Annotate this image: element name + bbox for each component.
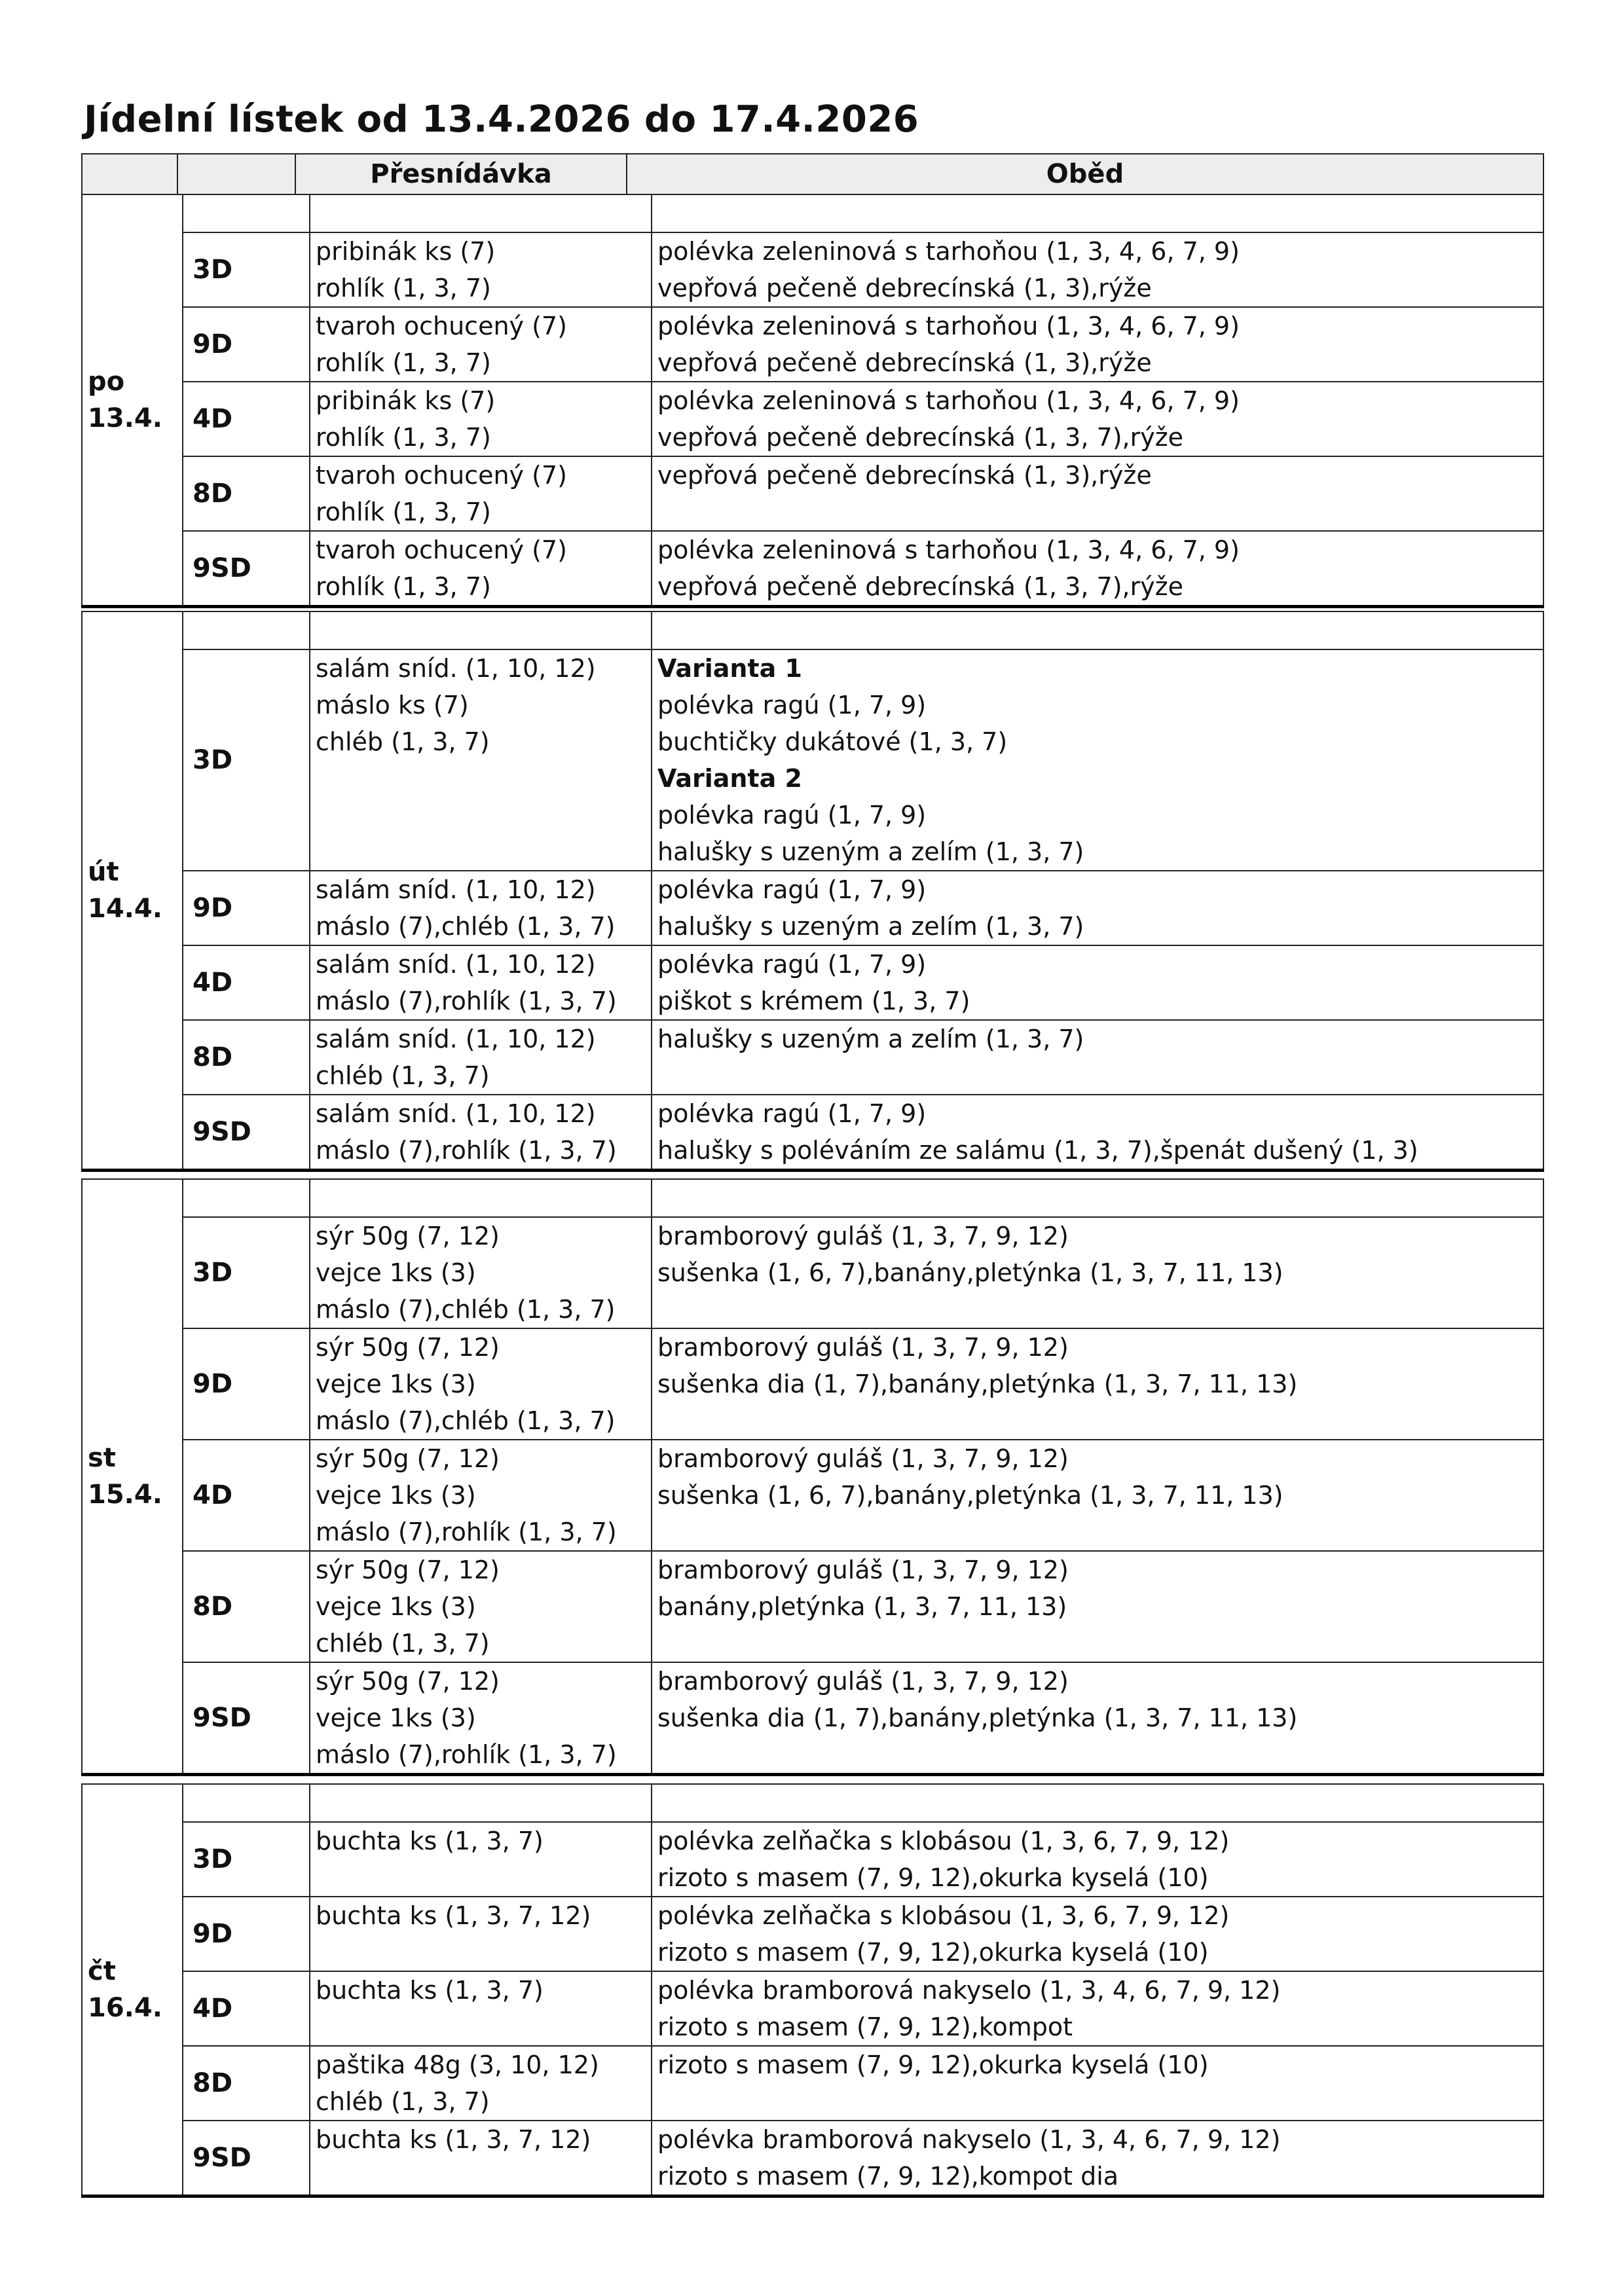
group-code: 3D: [183, 649, 310, 871]
spacer-row: [82, 1179, 1543, 1217]
day-name: čt: [88, 1956, 116, 1986]
spacer-row: [82, 1784, 1543, 1822]
snack-cell: [310, 945, 652, 1020]
snack-cell: [310, 1822, 652, 1897]
day-name: út: [88, 857, 119, 887]
group-code: 4D: [183, 1440, 310, 1551]
group-code: 9D: [183, 1897, 310, 1971]
lunch-cell: [652, 1328, 1543, 1440]
lunch-line: polévka zelňačka s klobásou (1, 3, 6, 7, 9, 12): [657, 1901, 1230, 1930]
snack-line: rohlík (1, 3, 7): [316, 348, 491, 377]
lunch-line: banány,pletýnka (1, 3, 7, 11, 13): [657, 1592, 1067, 1621]
day-label-cell: [82, 194, 183, 607]
lunch-line: bramborový guláš (1, 3, 7, 9, 12): [657, 1556, 1069, 1584]
group-code: 8D: [183, 1020, 310, 1095]
lunch-line: vepřová pečeně debrecínská (1, 3),rýže: [657, 348, 1152, 377]
lunch-cell: [652, 456, 1543, 531]
snack-cell: [310, 382, 652, 456]
day-block-ct: [81, 1783, 1544, 2198]
menu-row: [82, 2121, 1543, 2196]
menu-row: [82, 1440, 1543, 1551]
group-code: 8D: [183, 456, 310, 531]
lunch-line: halušky s uzeným a zelím (1, 3, 7): [657, 1025, 1084, 1053]
day-name: po: [88, 367, 125, 397]
snack-cell: [310, 1971, 652, 2046]
snack-line: rohlík (1, 3, 7): [316, 274, 491, 302]
lunch-line: polévka zelňačka s klobásou (1, 3, 6, 7, 9, 12): [657, 1827, 1230, 1855]
lunch-cell: [652, 1822, 1543, 1897]
lunch-cell: [652, 1217, 1543, 1328]
group-code: 9SD: [183, 1095, 310, 1171]
lunch-line: rizoto s masem (7, 9, 12),okurka kyselá (10): [657, 2050, 1209, 2079]
snack-line: máslo ks (7): [316, 691, 469, 720]
lunch-line: vepřová pečeně debrecínská (1, 3),rýže: [657, 461, 1152, 490]
lunch-cell: [652, 2121, 1543, 2196]
lunch-line: rizoto s masem (7, 9, 12),okurka kyselá (10): [657, 1863, 1209, 1892]
lunch-line: halušky s uzeným a zelím (1, 3, 7): [657, 837, 1084, 866]
day-block-ut: [81, 611, 1544, 1172]
snack-cell: [310, 232, 652, 307]
lunch-cell: [652, 871, 1543, 945]
snack-line: máslo (7),chléb (1, 3, 7): [316, 912, 616, 941]
spacer-row: [82, 611, 1543, 649]
menu-row: [82, 382, 1543, 456]
snack-line: buchta ks (1, 3, 7, 12): [316, 2125, 591, 2154]
lunch-line: polévka zeleninová s tarhoňou (1, 3, 4, 6, 7, 9): [657, 312, 1240, 340]
lunch-line: halušky s uzeným a zelím (1, 3, 7): [657, 912, 1084, 941]
snack-line: máslo (7),chléb (1, 3, 7): [316, 1406, 616, 1435]
lunch-line: sušenka dia (1, 7),banány,pletýnka (1, 3, 7, 11, 13): [657, 1370, 1298, 1398]
header-group-cell: [177, 154, 295, 194]
snack-line: sýr 50g (7, 12): [316, 1556, 500, 1584]
snack-line: salám sníd. (1, 10, 12): [316, 950, 596, 979]
lunch-line: halušky s poléváním ze salámu (1, 3, 7),špenát dušený (1, 3): [657, 1136, 1418, 1165]
menu-row: [82, 307, 1543, 382]
snack-line: sýr 50g (7, 12): [316, 1667, 500, 1696]
group-code: 9SD: [183, 2121, 310, 2196]
lunch-line: rizoto s masem (7, 9, 12),okurka kyselá (10): [657, 1938, 1209, 1967]
menu-row: [82, 531, 1543, 607]
lunch-line: polévka ragú (1, 7, 9): [657, 1099, 927, 1128]
snack-line: sýr 50g (7, 12): [316, 1444, 500, 1473]
snack-line: pribinák ks (7): [316, 386, 496, 415]
snack-line: vejce 1ks (3): [316, 1481, 476, 1510]
snack-cell: [310, 1328, 652, 1440]
snack-line: salám sníd. (1, 10, 12): [316, 1025, 596, 1053]
snack-line: tvaroh ochucený (7): [316, 312, 567, 340]
snack-cell: [310, 1662, 652, 1775]
group-code: 9SD: [183, 1662, 310, 1775]
lunch-line: bramborový guláš (1, 3, 7, 9, 12): [657, 1444, 1069, 1473]
group-code: 9D: [183, 1328, 310, 1440]
lunch-cell: [652, 649, 1543, 871]
lunch-line: polévka zeleninová s tarhoňou (1, 3, 4, 6, 7, 9): [657, 536, 1240, 564]
lunch-line: polévka ragú (1, 7, 9): [657, 950, 927, 979]
snack-line: tvaroh ochucený (7): [316, 536, 567, 564]
lunch-line: rizoto s masem (7, 9, 12),kompot: [657, 2013, 1073, 2041]
lunch-cell: [652, 1551, 1543, 1662]
group-code: 8D: [183, 1551, 310, 1662]
snack-line: pribinák ks (7): [316, 237, 496, 266]
menu-row: [82, 1662, 1543, 1775]
snack-line: chléb (1, 3, 7): [316, 1629, 490, 1658]
group-code: 8D: [183, 2046, 310, 2121]
lunch-line: polévka bramborová nakyselo (1, 3, 4, 6, 7, 9, 12): [657, 1976, 1281, 2005]
menu-row: [82, 649, 1543, 871]
lunch-cell: [652, 232, 1543, 307]
spacer-row: [82, 194, 1543, 232]
menu-header: [81, 153, 1544, 195]
group-code: 4D: [183, 945, 310, 1020]
snack-cell: [310, 307, 652, 382]
snack-line: chléb (1, 3, 7): [316, 727, 490, 756]
snack-cell: [310, 1217, 652, 1328]
snack-line: máslo (7),rohlík (1, 3, 7): [316, 987, 617, 1015]
snack-cell: [310, 1020, 652, 1095]
page-title: Jídelní lístek od 13.4.2026 do 17.4.2026: [84, 98, 919, 141]
menu-row: [82, 2046, 1543, 2121]
group-code: 3D: [183, 1217, 310, 1328]
snack-line: sýr 50g (7, 12): [316, 1333, 500, 1362]
group-code: 3D: [183, 1822, 310, 1897]
snack-cell: [310, 456, 652, 531]
snack-line: sýr 50g (7, 12): [316, 1222, 500, 1250]
day-label-cell: [82, 611, 183, 1171]
header-snack: Přesnídávka: [295, 154, 627, 194]
lunch-line: sušenka (1, 6, 7),banány,pletýnka (1, 3, 7, 11, 13): [657, 1258, 1283, 1287]
lunch-line: polévka zeleninová s tarhoňou (1, 3, 4, 6, 7, 9): [657, 237, 1240, 266]
lunch-line: vepřová pečeně debrecínská (1, 3),rýže: [657, 274, 1152, 302]
menu-row: [82, 1095, 1543, 1171]
day-date: 16.4.: [88, 1993, 162, 2023]
lunch-cell: [652, 945, 1543, 1020]
lunch-line: rizoto s masem (7, 9, 12),kompot dia: [657, 2162, 1119, 2191]
lunch-line: bramborový guláš (1, 3, 7, 9, 12): [657, 1222, 1069, 1250]
snack-line: salám sníd. (1, 10, 12): [316, 654, 596, 683]
snack-line: salám sníd. (1, 10, 12): [316, 1099, 596, 1128]
day-label-cell: [82, 1179, 183, 1775]
group-code: 9SD: [183, 531, 310, 607]
snack-cell: [310, 1897, 652, 1971]
snack-cell: [310, 2046, 652, 2121]
lunch-cell: [652, 382, 1543, 456]
lunch-cell: [652, 1440, 1543, 1551]
snack-line: rohlík (1, 3, 7): [316, 498, 491, 526]
menu-row: [82, 232, 1543, 307]
lunch-cell: [652, 1020, 1543, 1095]
lunch-cell: [652, 1662, 1543, 1775]
snack-line: paštika 48g (3, 10, 12): [316, 2050, 599, 2079]
snack-line: vejce 1ks (3): [316, 1592, 476, 1621]
menu-row: [82, 871, 1543, 945]
snack-cell: [310, 871, 652, 945]
snack-line: salám sníd. (1, 10, 12): [316, 875, 596, 904]
day-date: 15.4.: [88, 1480, 162, 1510]
snack-cell: [310, 2121, 652, 2196]
lunch-line: bramborový guláš (1, 3, 7, 9, 12): [657, 1667, 1069, 1696]
lunch-line: polévka zeleninová s tarhoňou (1, 3, 4, 6, 7, 9): [657, 386, 1240, 415]
snack-line: vejce 1ks (3): [316, 1370, 476, 1398]
lunch-line: piškot s krémem (1, 3, 7): [657, 987, 970, 1015]
snack-cell: [310, 1551, 652, 1662]
menu-row: [82, 1020, 1543, 1095]
snack-line: rohlík (1, 3, 7): [316, 572, 491, 601]
menu-row: [82, 1217, 1543, 1328]
group-code: 4D: [183, 1971, 310, 2046]
snack-line: máslo (7),rohlík (1, 3, 7): [316, 1740, 617, 1769]
day-date: 14.4.: [88, 894, 162, 924]
snack-cell: [310, 1095, 652, 1171]
group-code: 9D: [183, 871, 310, 945]
snack-line: chléb (1, 3, 7): [316, 1061, 490, 1090]
variant-heading: Varianta 2: [657, 764, 802, 793]
lunch-line: polévka ragú (1, 7, 9): [657, 875, 927, 904]
lunch-line: sušenka (1, 6, 7),banány,pletýnka (1, 3, 7, 11, 13): [657, 1481, 1283, 1510]
day-label-cell: [82, 1784, 183, 2196]
lunch-line: buchtičky dukátové (1, 3, 7): [657, 727, 1008, 756]
lunch-line: vepřová pečeně debrecínská (1, 3, 7),rýže: [657, 572, 1184, 601]
snack-cell: [310, 649, 652, 871]
lunch-cell: [652, 1095, 1543, 1171]
lunch-cell: [652, 1897, 1543, 1971]
lunch-cell: [652, 1971, 1543, 2046]
lunch-line: vepřová pečeně debrecínská (1, 3, 7),rýže: [657, 423, 1184, 452]
menu-row: [82, 1897, 1543, 1971]
snack-line: rohlík (1, 3, 7): [316, 423, 491, 452]
snack-line: buchta ks (1, 3, 7): [316, 1976, 544, 2005]
snack-cell: [310, 1440, 652, 1551]
lunch-line: polévka ragú (1, 7, 9): [657, 691, 927, 720]
lunch-cell: [652, 531, 1543, 607]
lunch-line: polévka bramborová nakyselo (1, 3, 4, 6, 7, 9, 12): [657, 2125, 1281, 2154]
snack-line: máslo (7),rohlík (1, 3, 7): [316, 1518, 617, 1546]
day-block-st: [81, 1178, 1544, 1776]
snack-line: máslo (7),rohlík (1, 3, 7): [316, 1136, 617, 1165]
snack-line: tvaroh ochucený (7): [316, 461, 567, 490]
snack-line: buchta ks (1, 3, 7, 12): [316, 1901, 591, 1930]
variant-heading: Varianta 1: [657, 654, 802, 683]
menu-row: [82, 1971, 1543, 2046]
header-row: [82, 154, 1543, 194]
group-code: 9D: [183, 307, 310, 382]
snack-line: vejce 1ks (3): [316, 1704, 476, 1732]
lunch-cell: [652, 307, 1543, 382]
day-date: 13.4.: [88, 403, 162, 433]
day-block-po: [81, 194, 1544, 608]
menu-row: [82, 456, 1543, 531]
menu-row: [82, 1822, 1543, 1897]
lunch-line: sušenka dia (1, 7),banány,pletýnka (1, 3, 7, 11, 13): [657, 1704, 1298, 1732]
lunch-cell: [652, 2046, 1543, 2121]
menu-row: [82, 1551, 1543, 1662]
snack-line: vejce 1ks (3): [316, 1258, 476, 1287]
day-name: st: [88, 1443, 116, 1473]
group-code: 4D: [183, 382, 310, 456]
snack-cell: [310, 531, 652, 607]
header-day-cell: [82, 154, 177, 194]
group-code: 3D: [183, 232, 310, 307]
menu-row: [82, 945, 1543, 1020]
snack-line: buchta ks (1, 3, 7): [316, 1827, 544, 1855]
lunch-line: polévka ragú (1, 7, 9): [657, 801, 927, 829]
menu-row: [82, 1328, 1543, 1440]
snack-line: chléb (1, 3, 7): [316, 2087, 490, 2116]
header-lunch: Oběd: [627, 154, 1543, 194]
lunch-line: bramborový guláš (1, 3, 7, 9, 12): [657, 1333, 1069, 1362]
snack-line: máslo (7),chléb (1, 3, 7): [316, 1295, 616, 1324]
